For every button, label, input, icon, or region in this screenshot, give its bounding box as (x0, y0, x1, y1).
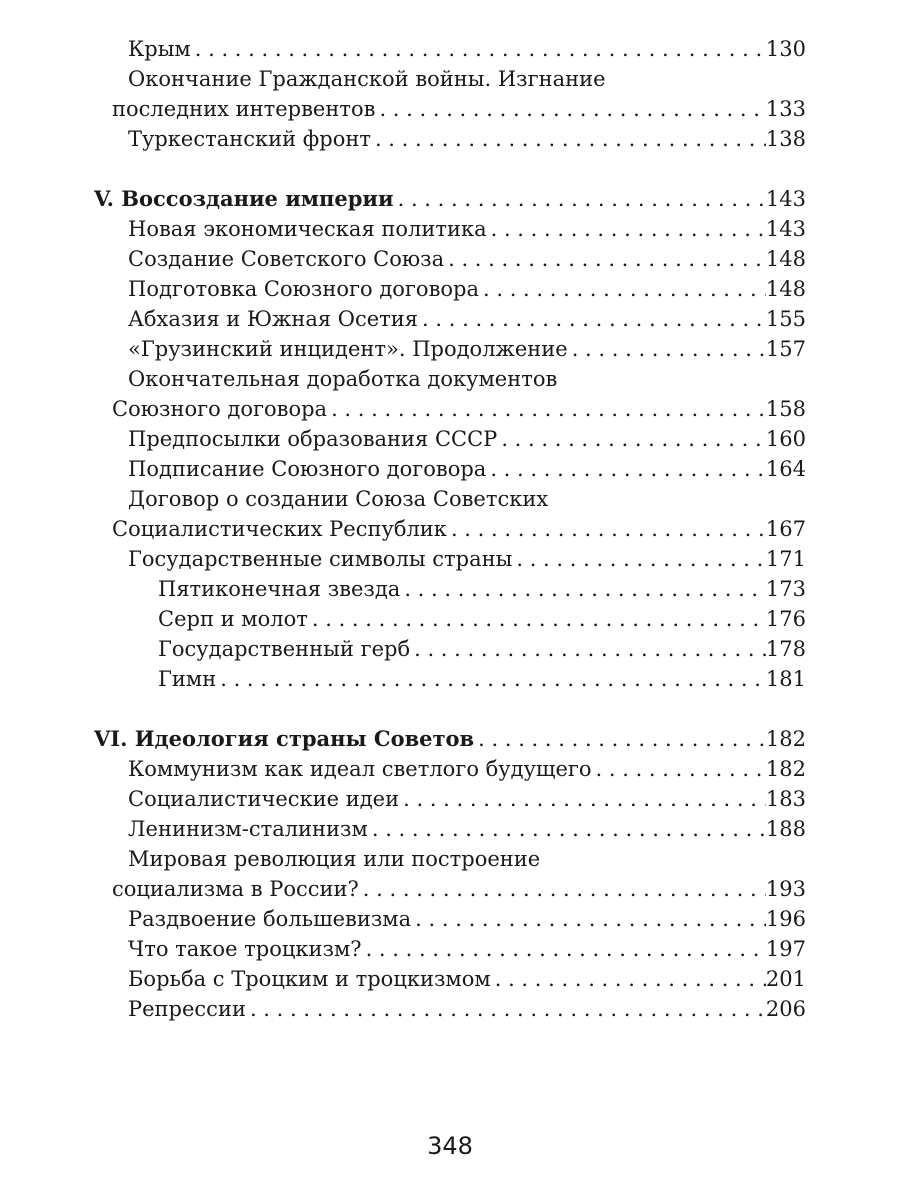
toc-entry-title: последних интервентов (112, 97, 376, 121)
toc-leader-dots (501, 424, 766, 454)
page-number: 348 (427, 1132, 473, 1160)
toc-leader-dots (363, 874, 766, 904)
toc-entry (0, 754, 900, 784)
toc-leader-dots (451, 514, 766, 544)
toc-leader-dots (366, 934, 766, 964)
toc-entry-page: 178 (765, 637, 806, 661)
toc-entry (0, 214, 900, 244)
toc-entry-title: социализма в России? (112, 877, 359, 901)
toc-entry (0, 814, 900, 844)
toc-entry-title: Коммунизм как идеал светлого будущего (128, 757, 592, 781)
toc-entry-title: Новая экономическая политика (128, 217, 487, 241)
toc-entry-page: 164 (765, 457, 806, 481)
toc-entry-title: Абхазия и Южная Осетия (128, 307, 419, 331)
toc-entry (0, 964, 900, 994)
toc-entry-title: Окончание Гражданской войны. Изгнание (128, 67, 606, 91)
toc-entry (0, 244, 900, 274)
toc-entry-page: 188 (765, 817, 806, 841)
toc-section-heading (0, 724, 900, 754)
toc-entry (0, 994, 900, 1024)
toc-entry-title: Социалистические идеи (128, 787, 400, 811)
toc-entry (0, 484, 900, 514)
toc-entry-page: 196 (765, 907, 806, 931)
toc-entry-page: 157 (765, 337, 806, 361)
toc-entry (0, 364, 900, 394)
toc-entry-title: Пятиконечная звезда (158, 577, 401, 601)
toc-entry (0, 844, 900, 874)
toc-entry-title: Туркестанский фронт (128, 127, 371, 151)
toc-leader-dots (422, 304, 766, 334)
toc-entry (0, 94, 900, 124)
toc-entry-page: 148 (765, 277, 806, 301)
toc-subentry (0, 604, 900, 634)
toc-entry-title: Государственные символы страны (128, 547, 513, 571)
toc-leader-dots (250, 994, 766, 1024)
toc-entry (0, 544, 900, 574)
toc-leader-dots (483, 274, 766, 304)
toc-entry-title: Что такое троцкизм? (128, 937, 362, 961)
toc-leader-dots (491, 214, 766, 244)
toc-subentry (0, 664, 900, 694)
toc-leader-dots (490, 454, 766, 484)
toc-entry (0, 784, 900, 814)
toc-entry-title: Подписание Союзного договора (128, 457, 487, 481)
toc-entry-page: 206 (765, 997, 806, 1021)
toc-entry-title: Подготовка Союзного договора (128, 277, 479, 301)
toc-leader-dots (404, 574, 766, 604)
toc-entry-page: 181 (765, 667, 806, 691)
toc-subentry (0, 634, 900, 664)
toc-leader-dots (516, 544, 766, 574)
toc-entry (0, 394, 900, 424)
toc-entry-title: Предпосылки образования СССР (128, 427, 498, 451)
toc-leader-dots (220, 664, 766, 694)
toc-leader-dots (312, 604, 766, 634)
toc-entry-title: Государственный герб (158, 637, 411, 661)
toc-entry-title: Создание Советского Союза (128, 247, 445, 271)
toc-entry-page: 173 (765, 577, 806, 601)
toc-entry-page: 133 (765, 97, 806, 121)
toc-entry-title: Гимн (158, 667, 217, 691)
toc-entry (0, 334, 900, 364)
toc-entry-page: 138 (765, 127, 806, 151)
toc-leader-dots (596, 754, 766, 784)
toc-leader-dots (195, 34, 766, 64)
toc-entry-title: Договор о создании Союза Советских (128, 487, 549, 511)
toc-entry-page: 201 (765, 967, 806, 991)
toc-leader-dots (572, 334, 766, 364)
toc-entry (0, 274, 900, 304)
toc-entry-title: Раздвоение большевизма (128, 907, 412, 931)
toc-entry-page: 171 (765, 547, 806, 571)
toc-entry (0, 34, 900, 64)
toc-entry-page: 148 (765, 247, 806, 271)
toc-entry-title: «Грузинский инцидент». Продолжение (128, 337, 568, 361)
toc-entry (0, 124, 900, 154)
toc-leader-dots (375, 124, 766, 154)
toc-leader-dots (415, 904, 766, 934)
toc-leader-dots (379, 94, 766, 124)
toc-leader-dots (398, 184, 766, 214)
toc-entry-page: 143 (765, 217, 806, 241)
toc-entry-page: 182 (765, 757, 806, 781)
toc-entry (0, 304, 900, 334)
toc-entry-page: 158 (765, 397, 806, 421)
toc-section-heading (0, 184, 900, 214)
toc-entry-page: 197 (765, 937, 806, 961)
toc-section-page: 182 (765, 727, 806, 751)
toc-entry (0, 874, 900, 904)
toc-entry (0, 454, 900, 484)
toc-entry-page: 193 (765, 877, 806, 901)
toc-entry-title: Ленинизм-сталинизм (128, 817, 368, 841)
toc-leader-dots (478, 724, 766, 754)
toc-entry-page: 183 (765, 787, 806, 811)
toc-entry-title: Борьба с Троцким и троцкизмом (128, 967, 491, 991)
toc-leader-dots (448, 244, 766, 274)
toc-entry-page: 160 (765, 427, 806, 451)
toc-leader-dots (495, 964, 766, 994)
toc-entry-title: Крым (128, 37, 191, 61)
toc-leader-dots (414, 634, 766, 664)
toc-entry-title: Социалистических Республик (112, 517, 447, 541)
toc-leader-dots (372, 814, 766, 844)
toc-entry (0, 904, 900, 934)
toc-section-page: 143 (765, 187, 806, 211)
table-of-contents (0, 34, 900, 1024)
toc-entry-page: 130 (765, 37, 806, 61)
toc-leader-dots (403, 784, 766, 814)
toc-entry (0, 424, 900, 454)
toc-entry-title: Окончательная доработка документов (128, 367, 558, 391)
toc-section-title: VI. Идеология страны Советов (94, 726, 475, 751)
toc-entry-page: 155 (765, 307, 806, 331)
toc-entry-page: 176 (765, 607, 806, 631)
toc-entry-title: Союзного договора (112, 397, 328, 421)
toc-entry-title: Серп и молот (158, 607, 308, 631)
toc-leader-dots (331, 394, 766, 424)
toc-entry-title: Репрессии (128, 997, 246, 1021)
toc-entry-title: Мировая революция или построение (128, 847, 541, 871)
toc-section-title: V. Воссоздание империи (94, 186, 394, 211)
toc-entry (0, 934, 900, 964)
toc-entry (0, 64, 900, 94)
toc-subentry (0, 574, 900, 604)
toc-entry-page: 167 (765, 517, 806, 541)
toc-entry (0, 514, 900, 544)
